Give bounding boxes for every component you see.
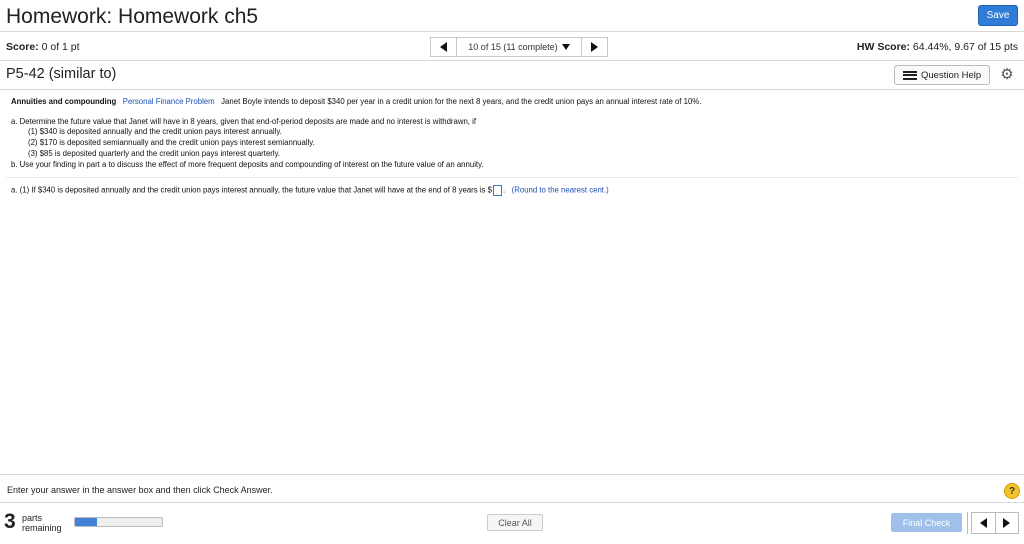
question-row (11, 185, 609, 196)
score-label: Score: (6, 41, 39, 53)
clear-all-button[interactable]: Clear All (487, 514, 543, 531)
list-icon (903, 71, 917, 80)
part-a-sub-3: (3) $85 is deposited quarterly and the credit union pays interest quarterly. (28, 149, 281, 158)
final-check-button[interactable]: Final Check (891, 513, 962, 532)
problem-title: P5-42 (similar to) (6, 66, 117, 82)
question-help-label: Question Help (921, 69, 982, 81)
scorebar-divider (0, 60, 1024, 61)
help-icon[interactable]: ? (1004, 483, 1020, 499)
problem-divider (0, 89, 1024, 90)
parts-remaining-label (22, 513, 62, 533)
chevron-down-icon (562, 44, 570, 50)
pager-next-button[interactable] (996, 513, 1019, 533)
instruction-text: Enter your answer in the answer box and then click Check Answer. (7, 485, 273, 495)
footer-divider (0, 474, 1024, 475)
hw-score (857, 41, 1018, 53)
intro-text: Janet Boyle intends to deposit $340 per year in a credit union for the next 8 years, and the credit union pays an annual interest rate of 10%. (221, 97, 702, 106)
next-question-button[interactable] (581, 38, 607, 56)
parts-progress-bar (74, 517, 163, 527)
parts-remaining-count: 3 (4, 510, 16, 533)
save-button[interactable]: Save (978, 5, 1018, 26)
part-b-text: b. Use your finding in part a to discuss the effect of more frequent deposits and compounding of interest on the future value of an annuity. (11, 160, 484, 169)
hw-score-label: HW Score: (856, 41, 910, 53)
pager-previous-button[interactable] (972, 513, 996, 533)
question-help-button[interactable] (894, 65, 990, 85)
question-prefix: a. (1) If $340 is deposited annually and the credit union pays interest annually, the future value that Janet will have at the end of 8 years is $ (11, 185, 492, 195)
triangle-right-icon (591, 42, 598, 52)
score (6, 41, 80, 53)
part-a-sub-2: (2) $170 is deposited semiannually and the credit union pays interest semiannually. (28, 138, 315, 147)
part-a-text: a. Determine the future value that Janet will have in 8 years, given that end-of-period deposits are made and no interest is withdrawn, if (11, 117, 477, 126)
triangle-left-icon (980, 518, 987, 528)
category-label: Personal Finance Problem (122, 97, 215, 106)
question-divider (6, 177, 1018, 178)
question-position: 10 of 15 (11 complete) (468, 42, 558, 52)
header-divider (0, 31, 1024, 32)
previous-question-button[interactable] (431, 38, 457, 56)
footer-divider-2 (0, 502, 1024, 503)
question-selector[interactable] (457, 38, 581, 56)
question-suffix: . (502, 185, 506, 195)
page-title: Homework: Homework ch5 (6, 5, 259, 28)
part-a-sub-1: (1) $340 is deposited annually and the credit union pays interest annually. (28, 127, 282, 136)
progress-fill (75, 518, 97, 526)
topic-label: Annuities and compounding (11, 97, 117, 106)
parts-label: parts (22, 513, 43, 523)
hw-score-value: 64.44%, 9.67 of 15 pts (912, 41, 1018, 53)
answer-input[interactable] (493, 185, 502, 196)
round-note: (Round to the nearest cent.) (511, 185, 609, 195)
footer-separator (967, 512, 968, 534)
problem-intro (11, 97, 701, 106)
triangle-left-icon (440, 42, 447, 52)
gear-icon[interactable]: ⚙ (1000, 66, 1014, 83)
question-pager (971, 512, 1019, 534)
triangle-right-icon (1003, 518, 1010, 528)
remaining-label: remaining (22, 523, 62, 533)
question-navigator (430, 37, 608, 57)
score-value: 0 of 1 pt (41, 41, 80, 53)
